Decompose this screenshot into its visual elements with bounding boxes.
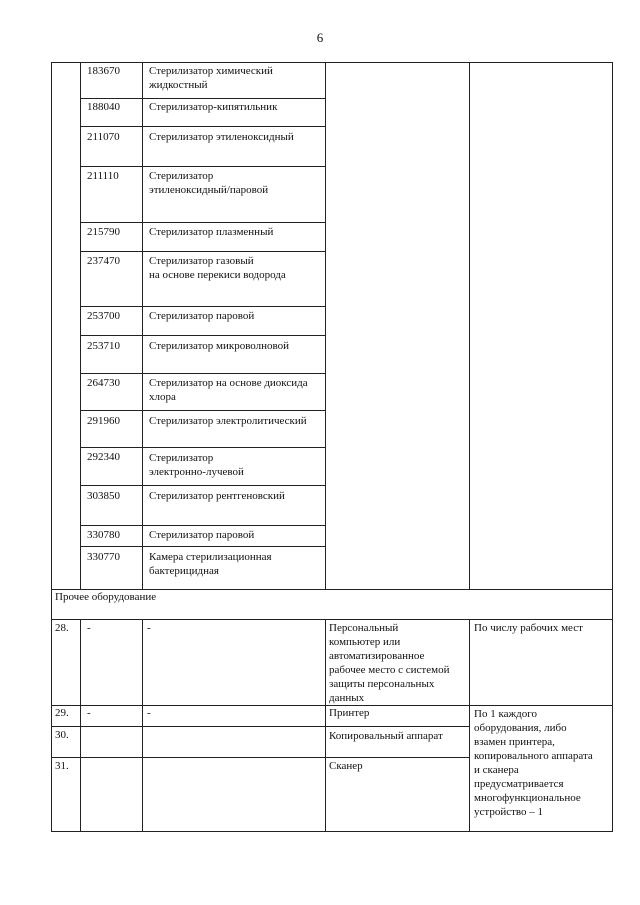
item-name: Стерилизатор этиленоксидный/паровой — [149, 170, 269, 196]
row-number: 28. — [55, 622, 69, 634]
row-divider — [80, 410, 325, 411]
row-divider — [51, 726, 470, 727]
column-divider — [469, 62, 470, 590]
row-cell: - — [147, 622, 151, 634]
item-code: 211110 — [87, 170, 119, 182]
table-right-border — [612, 62, 613, 832]
item-name: Стерилизатор газовый на основе перекиси водорода — [149, 255, 286, 281]
row-cell: - — [87, 622, 91, 634]
section-title: Прочее оборудование — [55, 591, 157, 603]
row-divider — [80, 251, 325, 252]
row-cell: - — [147, 707, 151, 719]
row-divider — [80, 373, 325, 374]
item-code: 183670 — [87, 65, 120, 77]
equipment-name: Копировальный аппарат — [329, 730, 443, 742]
item-code: 253700 — [87, 310, 120, 322]
column-divider — [80, 62, 81, 590]
row-number: 31. — [55, 760, 69, 772]
row-number: 29. — [55, 707, 69, 719]
row-divider — [80, 222, 325, 223]
item-name: Стерилизатор рентгеновский — [149, 490, 285, 502]
row-divider — [80, 525, 325, 526]
shared-quantity: По 1 каждого оборудования, либо взамен принтера, копировального аппарата и сканера предусматривается многофункциональное устройство – 1 — [474, 708, 593, 818]
item-code: 292340 — [87, 451, 120, 463]
item-code: 291960 — [87, 415, 120, 427]
row-divider — [80, 126, 325, 127]
row-divider — [80, 447, 325, 448]
item-name: Стерилизатор химический жидкостный — [149, 65, 273, 91]
row-number: 30. — [55, 729, 69, 741]
item-name: Стерилизатор микроволновой — [149, 340, 290, 352]
table-bottom-border — [51, 831, 613, 832]
row-divider — [80, 306, 325, 307]
row-divider — [51, 619, 613, 620]
item-code: 253710 — [87, 340, 120, 352]
equipment-name: Сканер — [329, 760, 363, 772]
item-code: 303850 — [87, 490, 120, 502]
item-name: Стерилизатор паровой — [149, 310, 255, 322]
table-top-border — [51, 62, 613, 63]
row-divider — [51, 757, 470, 758]
item-name: Стерилизатор электронно-лучевой — [149, 452, 244, 478]
equipment-quantity: По числу рабочих мест — [474, 622, 583, 634]
item-code: 215790 — [87, 226, 120, 238]
item-code: 211070 — [87, 131, 120, 143]
equipment-name: Принтер — [329, 707, 370, 719]
column-divider — [325, 62, 326, 590]
row-divider — [80, 546, 325, 547]
row-divider — [80, 98, 325, 99]
item-name: Стерилизатор-кипятильник — [149, 101, 278, 113]
row-divider — [80, 166, 325, 167]
equipment-name: Персональный компьютер или автоматизированное рабочее место с системой защиты персональных данных — [329, 622, 450, 704]
item-code: 330770 — [87, 551, 120, 563]
item-code: 330780 — [87, 529, 120, 541]
item-name: Стерилизатор паровой — [149, 529, 255, 541]
row-cell: - — [87, 707, 91, 719]
item-code: 237470 — [87, 255, 120, 267]
page-number: 6 — [316, 30, 324, 45]
row-divider — [80, 335, 325, 336]
item-name: Камера стерилизационная бактерицидная — [149, 551, 272, 577]
item-code: 188040 — [87, 101, 120, 113]
item-code: 264730 — [87, 377, 120, 389]
item-name: Стерилизатор этиленоксидный — [149, 131, 294, 143]
table-left-border — [51, 62, 52, 832]
item-name: Стерилизатор плазменный — [149, 226, 274, 238]
item-name: Стерилизатор на основе диоксида хлора — [149, 377, 308, 403]
column-divider — [142, 62, 143, 590]
row-divider — [80, 485, 325, 486]
item-name: Стерилизатор электролитический — [149, 415, 307, 427]
